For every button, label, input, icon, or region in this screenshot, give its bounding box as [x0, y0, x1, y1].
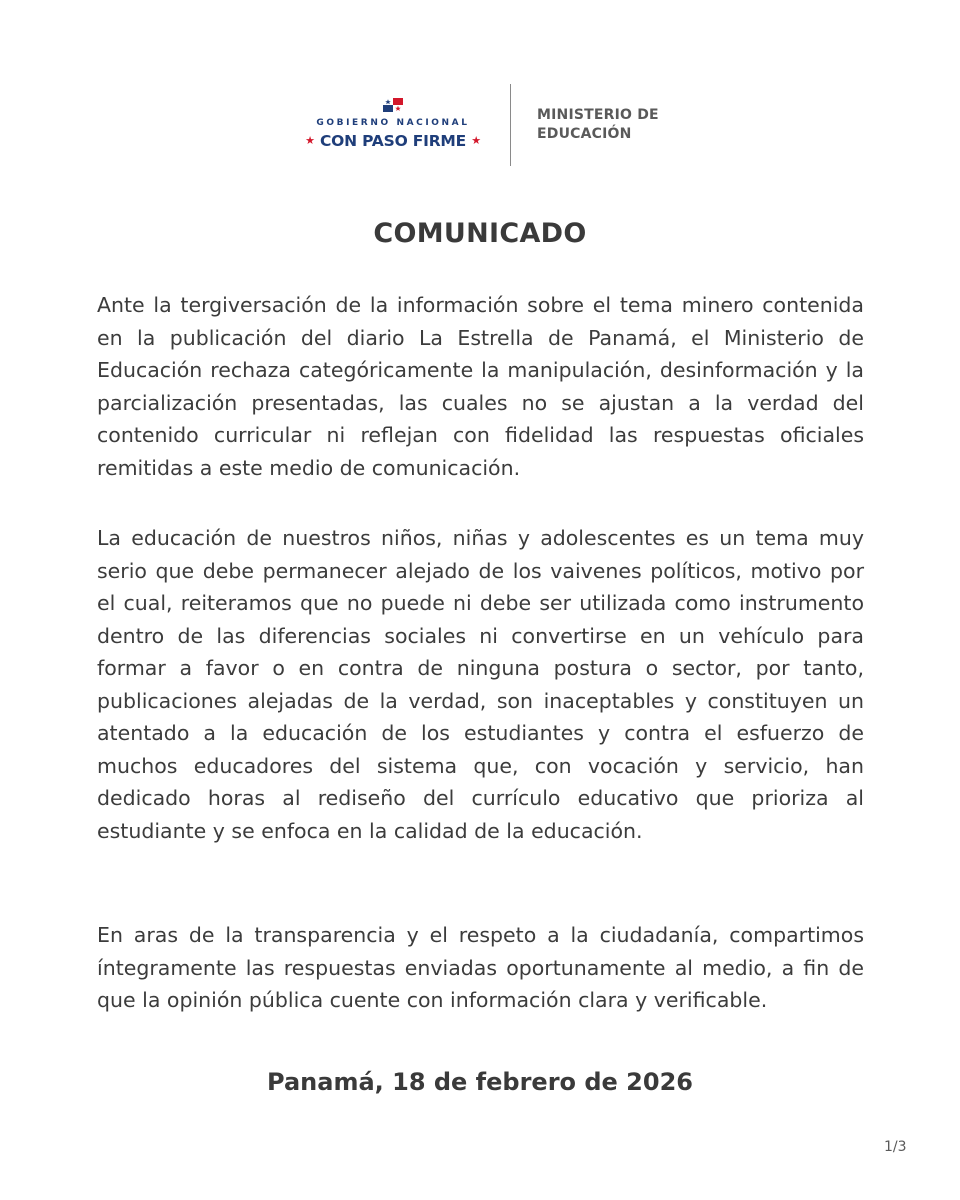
star-left-icon: ★ [305, 134, 315, 147]
ministry-line-1: MINISTERIO DE [537, 107, 659, 123]
paragraph-1: Ante la tergiversación de la información sobre el tema minero contenida en la publicación del diario La Estrella de Panamá, el Ministerio de Educación rechaza categóricamente la manipulación, desinformación y la parcialización presentadas, las cuales no se ajustan a la verdad del contenido curricular ni reflejan con fidelidad las respuestas oficiales remitidas a este medio de comunicación. [97, 293, 864, 480]
con-paso-firme-text [300, 132, 486, 150]
ministerio-de-educacion [537, 106, 659, 144]
gobierno-nacional-text: GOBIERNO NACIONAL [316, 118, 470, 128]
ministry-line-2: EDUCACIÓN [537, 126, 632, 142]
panama-flag-icon [383, 98, 403, 112]
document-title: COMUNICADO [373, 218, 587, 249]
header-divider [510, 84, 511, 166]
star-right-icon: ★ [471, 134, 481, 147]
gobierno-nacional-logo [300, 98, 486, 154]
document-header [0, 84, 960, 166]
paragraph-2: La educación de nuestros niños, niñas y adolescentes es un tema muy serio que debe permanecer alejado de los vaivenes políticos, motivo por el cual, reiteramos que no puede ni debe ser utilizada como instrumento dentro de las diferencias sociales ni convertirse en un vehículo para formar a favor o en contra de ninguna postura o sector, por tanto, publicaciones alejadas de la verdad, son inaceptables y constituyen un atentado a la educación de los estudiantes y contra el esfuerzo de muchos educadores del sistema que, con vocación y servicio, han dedicado horas al rediseño del currículo educativo que prioriza al estudiante y se enfoca en la calidad de la educación. [97, 526, 864, 843]
con-paso-firme-label: CON PASO FIRME [319, 132, 467, 150]
document-date: Panamá, 18 de febrero de 2026 [267, 1068, 693, 1096]
paragraph-3: En aras de la transparencia y el respeto a la ciudadanía, compartimos íntegramente las respuestas enviadas oportunamente al medio, a fin de que la opinión pública cuente con información clara y verificable. [97, 923, 864, 1012]
page-number: 1/3 [884, 1139, 907, 1155]
